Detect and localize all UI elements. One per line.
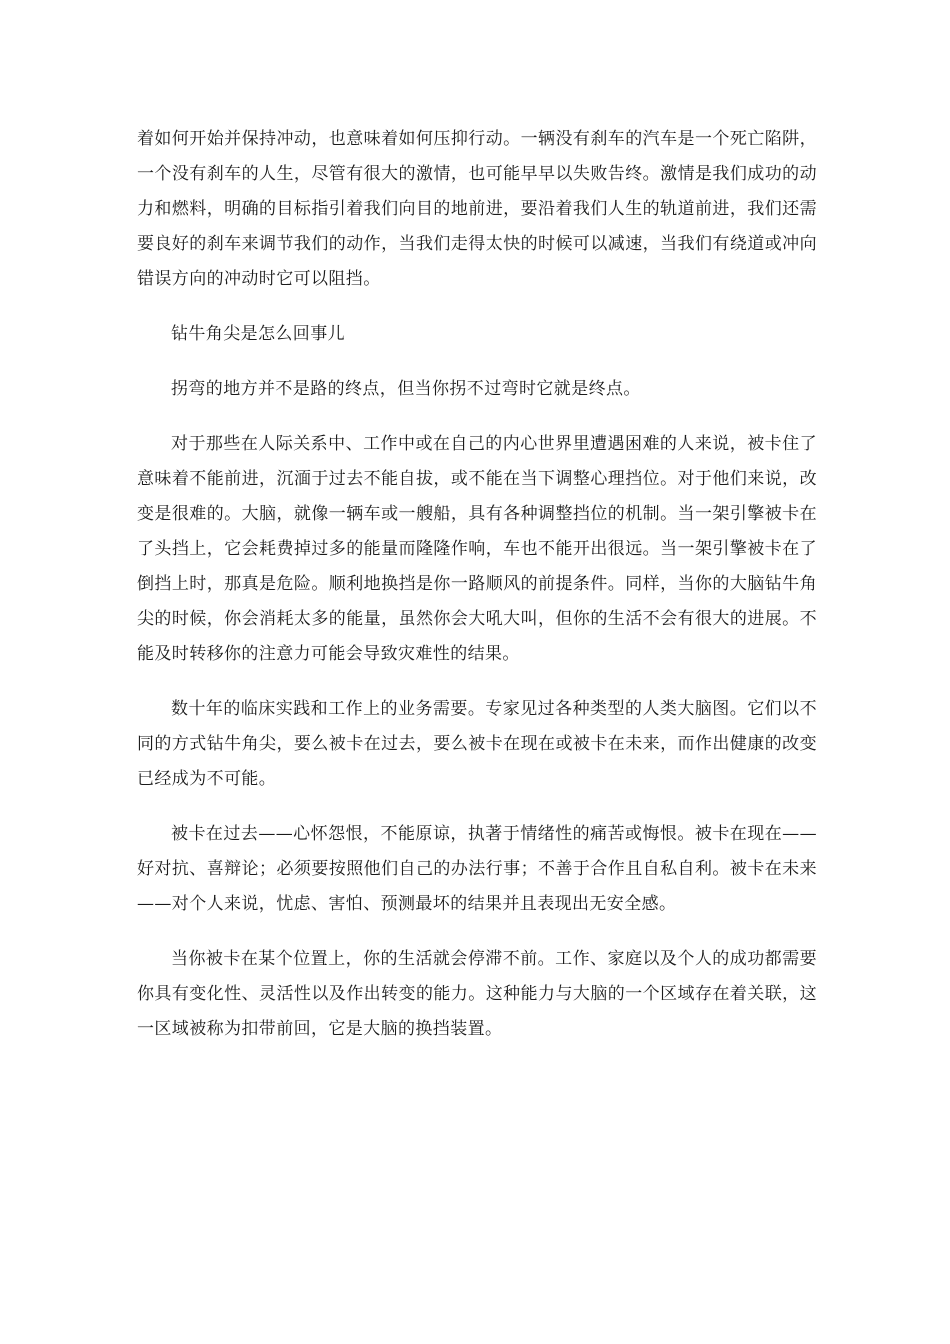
paragraph-turning-point: 拐弯的地方并不是路的终点，但当你拐不过弯时它就是终点。	[171, 379, 641, 399]
paragraph-stuck-types: 被卡在过去——心怀怨恨，不能原谅，执著于情绪性的痛苦或悔恨。被卡在现在——好对抗、喜辩论；必须要按照他们自己的办法行事；不善于合作且自私自利。被卡在未来——对个人来说，忧虑、害怕、预测最坏的结果并且表现出无安全感。	[137, 824, 817, 914]
paragraph-gear-shift: 当你被卡在某个位置上，你的生活就会停滞不前。工作、家庭以及个人的成功都需要你具有变化性、灵活性以及作出转变的能力。这种能力与大脑的一个区域存在着关联，这一区域被称为扣带前回，它是大脑的换挡装置。	[137, 949, 817, 1039]
paragraph-brakes: 着如何开始并保持冲动，也意味着如何压抑行动。一辆没有刹车的汽车是一个死亡陷阱，一个没有刹车的人生，尽管有很大的激情，也可能早早以失败告终。激情是我们成功的动力和燃料，明确的目标指引着我们向目的地前进，要沿着我们人生的轨道前进，我们还需要良好的刹车来调节我们的动作，当我们走得太快的时候可以减速，当我们有绕道或冲向错误方向的冲动时它可以阻挡。	[137, 129, 817, 289]
body-text	[137, 122, 817, 1047]
paragraph-being-stuck: 对于那些在人际关系中、工作中或在自己的内心世界里遭遇困难的人来说，被卡住了意味着不能前进，沉湎于过去不能自拔，或不能在当下调整心理挡位。对于他们来说，改变是很难的。大脑，就像一辆车或一艘船，具有各种调整挡位的机制。当一架引擎被卡在了头挡上，它会耗费掉过多的能量而隆隆作响，车也不能开出很远。当一架引擎被卡在了倒挡上时，那真是危险。顺利地换挡是你一路顺风的前提条件。同样，当你的大脑钻牛角尖的时候，你会消耗太多的能量，虽然你会大吼大叫，但你的生活不会有很大的进展。不能及时转移你的注意力可能会导致灾难性的结果。	[137, 434, 817, 664]
paragraph-clinical-practice: 数十年的临床实践和工作上的业务需要。专家见过各种类型的人类大脑图。它们以不同的方式钻牛角尖，要么被卡在过去，要么被卡在现在或被卡在未来，而作出健康的改变已经成为不可能。	[137, 699, 817, 789]
section-heading: 钻牛角尖是怎么回事儿	[171, 324, 345, 344]
